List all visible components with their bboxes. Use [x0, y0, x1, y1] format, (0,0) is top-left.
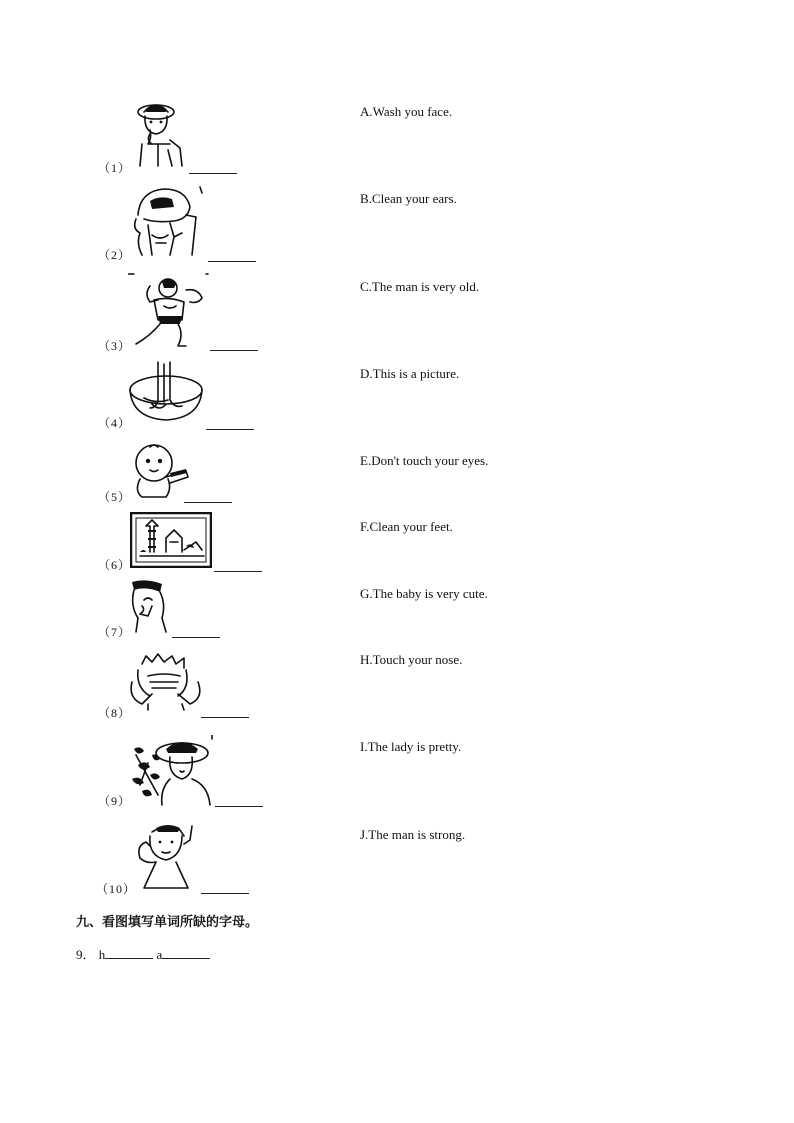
feet-in-basin-picture	[128, 360, 204, 426]
question-number: 9．	[76, 947, 96, 962]
item-number-4: （4）	[98, 416, 132, 430]
option-g: G.The baby is very cute.	[360, 586, 488, 601]
letter-h: h	[98, 947, 106, 962]
option-d: D.This is a picture.	[360, 366, 460, 381]
option-h: H.Touch your nose.	[360, 652, 463, 667]
section-heading: 九、看图填写单词所缺的字母。	[76, 915, 259, 930]
option-e: E.Don't touch your eyes.	[360, 453, 489, 468]
touching-eye-picture	[126, 578, 178, 634]
washing-face-picture	[128, 652, 204, 712]
letter-blank-2[interactable]	[162, 947, 210, 959]
answer-blank-2[interactable]	[208, 261, 256, 262]
answer-blank-1[interactable]	[189, 173, 237, 174]
item-number-9: （9）	[98, 794, 132, 808]
item-number-5: （5）	[98, 490, 132, 504]
item-number-10: （10）	[96, 882, 137, 896]
answer-blank-4[interactable]	[206, 429, 254, 430]
item-number-6: （6）	[98, 558, 132, 572]
baby-picture	[130, 443, 192, 499]
old-man-picture	[130, 185, 210, 259]
item-number-3: （3）	[98, 339, 132, 353]
item-number-7: （7）	[98, 625, 132, 639]
item-number-8: （8）	[98, 706, 132, 720]
strong-man-picture	[128, 270, 212, 350]
option-b: B.Clean your ears.	[360, 191, 457, 206]
item-number-2: （2）	[98, 248, 132, 262]
man-touching-nose-picture	[128, 100, 190, 170]
answer-blank-5[interactable]	[184, 502, 232, 503]
option-j: J.The man is strong.	[360, 827, 466, 842]
answer-blank-7[interactable]	[172, 637, 220, 638]
lady-with-hat-picture	[130, 735, 214, 807]
question-9	[76, 944, 210, 963]
answer-blank-3[interactable]	[210, 350, 258, 351]
letter-a: a	[156, 947, 163, 962]
option-i: I.The lady is pretty.	[360, 739, 462, 754]
option-a: A.Wash you face.	[360, 104, 453, 119]
answer-blank-9[interactable]	[215, 806, 263, 807]
option-c: C.The man is very old.	[360, 279, 480, 294]
answer-blank-10[interactable]	[201, 893, 249, 894]
option-f: F.Clean your feet.	[360, 519, 453, 534]
framed-picture	[130, 512, 212, 568]
answer-blank-8[interactable]	[201, 717, 249, 718]
answer-blank-6[interactable]	[214, 571, 262, 572]
letter-blank-1[interactable]	[105, 947, 153, 959]
cleaning-ears-picture	[136, 822, 206, 892]
item-number-1: （1）	[98, 161, 132, 175]
